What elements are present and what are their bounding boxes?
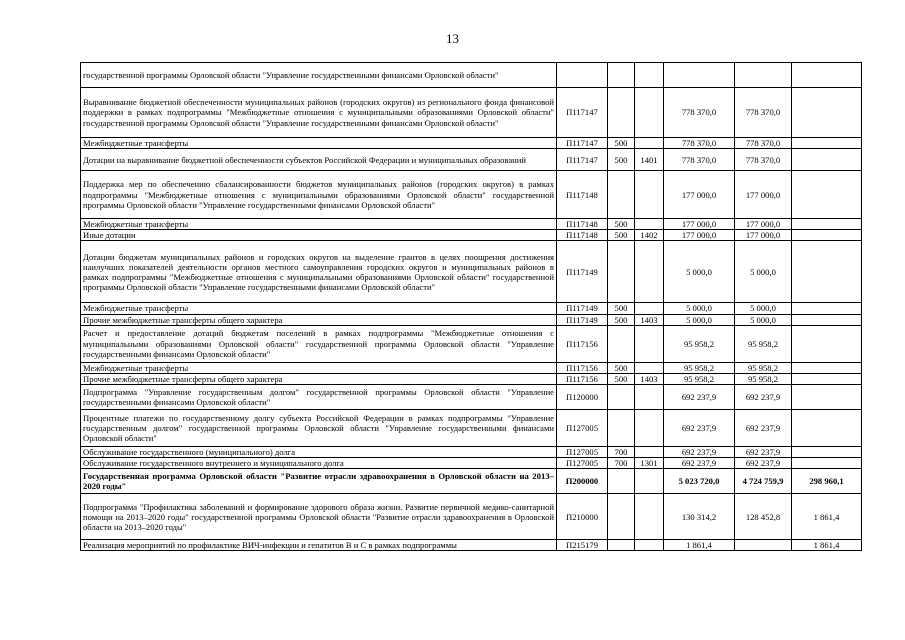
row-group-cell: 500 <box>608 303 635 314</box>
row-value-3-cell <box>792 230 862 241</box>
row-total-cell: 1 861,4 <box>664 540 735 551</box>
row-section-cell <box>635 219 664 230</box>
row-code-cell: П117147 <box>557 149 608 171</box>
row-value-3-cell <box>792 303 862 314</box>
table-row <box>81 63 862 88</box>
row-section-cell <box>635 540 664 551</box>
row-value-3-cell: 1 861,4 <box>792 494 862 540</box>
table-row <box>81 303 862 314</box>
row-value-2-cell: 692 237,9 <box>735 458 792 469</box>
row-total-cell: 95 958,2 <box>664 362 735 373</box>
row-total-cell <box>664 63 735 88</box>
row-group-cell: 500 <box>608 314 635 325</box>
row-code-cell: П117147 <box>557 138 608 149</box>
row-total-cell: 177 000,0 <box>664 230 735 241</box>
row-group-cell: 500 <box>608 373 635 384</box>
row-total-cell: 778 370,0 <box>664 138 735 149</box>
table-row <box>81 149 862 171</box>
row-value-3-cell <box>792 362 862 373</box>
row-section-cell <box>635 409 664 446</box>
row-code-cell: П210000 <box>557 494 608 540</box>
row-value-2-cell: 778 370,0 <box>735 88 792 138</box>
row-value-3-cell <box>792 409 862 446</box>
row-total-cell: 692 237,9 <box>664 446 735 457</box>
row-code-cell: П127005 <box>557 446 608 457</box>
row-value-2-cell <box>735 63 792 88</box>
table-row <box>81 384 862 409</box>
row-name-cell: Реализация мероприятий по профилактике ВИЧ-инфекции и гепатитов В и С в рамках подпрограммы <box>81 540 557 551</box>
row-group-cell <box>608 384 635 409</box>
row-value-3-cell <box>792 149 862 171</box>
table-row <box>81 88 862 138</box>
row-group-cell <box>608 63 635 88</box>
row-total-cell: 692 237,9 <box>664 384 735 409</box>
row-name-cell: Обслуживание государственного внутреннего и муниципального долга <box>81 458 557 469</box>
row-value-2-cell: 95 958,2 <box>735 362 792 373</box>
row-value-3-cell <box>792 446 862 457</box>
row-value-2-cell: 177 000,0 <box>735 219 792 230</box>
budget-table <box>80 62 862 551</box>
table-row <box>81 230 862 241</box>
row-name-cell: Прочие межбюджетные трансферты общего характера <box>81 314 557 325</box>
row-value-3-cell: 298 960,1 <box>792 469 862 494</box>
row-group-cell <box>608 241 635 303</box>
row-code-cell: П127005 <box>557 458 608 469</box>
row-value-2-cell: 778 370,0 <box>735 138 792 149</box>
row-total-cell: 5 000,0 <box>664 241 735 303</box>
row-value-3-cell <box>792 171 862 219</box>
row-section-cell <box>635 303 664 314</box>
row-total-cell: 778 370,0 <box>664 149 735 171</box>
table-body <box>81 63 862 551</box>
row-name-cell: Прочие межбюджетные трансферты общего характера <box>81 373 557 384</box>
row-name-cell: Обслуживание государственного (муниципального) долга <box>81 446 557 457</box>
row-name-cell: Процентные платежи по государственному долгу субъекта Российской Федерации в рамках подпрограммы "Управление государственным долгом" государственной программы Орловской области "Управление государственными финансами Орловской области" <box>81 409 557 446</box>
row-total-cell: 778 370,0 <box>664 88 735 138</box>
row-group-cell: 700 <box>608 446 635 457</box>
row-value-2-cell: 5 000,0 <box>735 241 792 303</box>
row-value-3-cell <box>792 384 862 409</box>
row-value-2-cell: 692 237,9 <box>735 409 792 446</box>
table-row <box>81 241 862 303</box>
row-code-cell: П117149 <box>557 303 608 314</box>
row-section-cell <box>635 138 664 149</box>
row-group-cell <box>608 325 635 362</box>
row-section-cell <box>635 241 664 303</box>
table-row <box>81 494 862 540</box>
row-section-cell: 1402 <box>635 230 664 241</box>
row-value-3-cell <box>792 88 862 138</box>
row-name-cell: Расчет и предоставление дотаций бюджетам поселений в рамках подпрограммы "Межбюджетные отношения с муниципальными образованиями Орловской области" государственной программы Орловской области "Управление государственными финансами Орловской области" <box>81 325 557 362</box>
row-code-cell: П117148 <box>557 171 608 219</box>
page-number: 13 <box>446 31 459 46</box>
row-value-2-cell: 128 452,8 <box>735 494 792 540</box>
row-code-cell: П200000 <box>557 469 608 494</box>
row-code-cell: П117148 <box>557 230 608 241</box>
row-section-cell <box>635 494 664 540</box>
row-section-cell <box>635 362 664 373</box>
row-group-cell <box>608 469 635 494</box>
row-section-cell: 1301 <box>635 458 664 469</box>
row-total-cell: 130 314,2 <box>664 494 735 540</box>
row-total-cell: 5 023 720,0 <box>664 469 735 494</box>
row-name-cell: Межбюджетные трансферты <box>81 362 557 373</box>
table-row <box>81 138 862 149</box>
row-total-cell: 95 958,2 <box>664 325 735 362</box>
table-row <box>81 362 862 373</box>
row-section-cell <box>635 446 664 457</box>
row-section-cell: 1401 <box>635 149 664 171</box>
row-name-cell: Межбюджетные трансферты <box>81 303 557 314</box>
row-name-cell: Поддержка мер по обеспечению сбалансированности бюджетов муниципальных районов (городских округов) в рамках подпрограммы "Межбюджетные отношения с муниципальными образованиями Орловской области" государственной программы Орловской области "Управление государственными финансами Орловской области" <box>81 171 557 219</box>
row-code-cell: П117156 <box>557 362 608 373</box>
row-section-cell <box>635 88 664 138</box>
row-group-cell <box>608 171 635 219</box>
table-row <box>81 373 862 384</box>
row-name-cell: Государственная программа Орловской области "Развитие отрасли здравоохранения в Орловской области на 2013–2020 годы" <box>81 469 557 494</box>
row-code-cell: П117149 <box>557 314 608 325</box>
row-total-cell: 95 958,2 <box>664 373 735 384</box>
row-code-cell: П117149 <box>557 241 608 303</box>
row-value-2-cell: 177 000,0 <box>735 230 792 241</box>
row-section-cell <box>635 384 664 409</box>
row-group-cell <box>608 540 635 551</box>
row-value-3-cell <box>792 458 862 469</box>
row-value-2-cell: 95 958,2 <box>735 373 792 384</box>
row-name-cell: Иные дотации <box>81 230 557 241</box>
row-value-3-cell <box>792 63 862 88</box>
row-name-cell: государственной программы Орловской области "Управление государственными финансами Орловской области" <box>81 63 557 88</box>
row-code-cell: П117156 <box>557 325 608 362</box>
row-group-cell: 500 <box>608 362 635 373</box>
row-name-cell: Межбюджетные трансферты <box>81 138 557 149</box>
row-total-cell: 5 000,0 <box>664 303 735 314</box>
row-value-2-cell: 778 370,0 <box>735 149 792 171</box>
row-group-cell <box>608 494 635 540</box>
table-row <box>81 219 862 230</box>
table-row <box>81 446 862 457</box>
row-group-cell <box>608 88 635 138</box>
row-value-3-cell <box>792 314 862 325</box>
row-group-cell: 700 <box>608 458 635 469</box>
row-section-cell <box>635 63 664 88</box>
row-value-2-cell: 692 237,9 <box>735 446 792 457</box>
table-row <box>81 325 862 362</box>
row-section-cell: 1403 <box>635 314 664 325</box>
row-code-cell: П127005 <box>557 409 608 446</box>
row-code-cell: П117156 <box>557 373 608 384</box>
row-group-cell: 500 <box>608 219 635 230</box>
row-total-cell: 5 000,0 <box>664 314 735 325</box>
row-value-3-cell <box>792 241 862 303</box>
row-total-cell: 692 237,9 <box>664 458 735 469</box>
table-row <box>81 314 862 325</box>
table-row <box>81 469 862 494</box>
row-value-3-cell <box>792 325 862 362</box>
row-code-cell <box>557 63 608 88</box>
row-value-2-cell <box>735 540 792 551</box>
row-value-2-cell: 5 000,0 <box>735 314 792 325</box>
row-name-cell: Подпрограмма "Управление государственным долгом" государственной программы Орловской области "Управление государственными финансами Орловской области" <box>81 384 557 409</box>
row-code-cell: П120000 <box>557 384 608 409</box>
row-value-3-cell <box>792 373 862 384</box>
table-row <box>81 458 862 469</box>
row-section-cell <box>635 171 664 219</box>
row-name-cell: Межбюджетные трансферты <box>81 219 557 230</box>
row-section-cell <box>635 325 664 362</box>
table-row <box>81 171 862 219</box>
row-group-cell: 500 <box>608 230 635 241</box>
row-value-3-cell <box>792 219 862 230</box>
row-name-cell: Дотации на выравнивание бюджетной обеспеченности субъектов Российской Федерации и муниципальных образований <box>81 149 557 171</box>
row-value-2-cell: 5 000,0 <box>735 303 792 314</box>
row-name-cell: Выравнивание бюджетной обеспеченности муниципальных районов (городских округов) из регионального фонда финансовой поддержки в рамках подпрограммы "Межбюджетные отношения с муниципальными образованиями Орловской области" государственной программы Орловской области "Управление государственными финансами Орловской области" <box>81 88 557 138</box>
row-value-3-cell: 1 861,4 <box>792 540 862 551</box>
row-value-2-cell: 4 724 759,9 <box>735 469 792 494</box>
row-code-cell: П215179 <box>557 540 608 551</box>
table-row <box>81 540 862 551</box>
row-code-cell: П117148 <box>557 219 608 230</box>
row-total-cell: 177 000,0 <box>664 171 735 219</box>
table-row <box>81 409 862 446</box>
row-name-cell: Подпрограмма "Профилактика заболеваний и формирование здорового образа жизни. Развитие первичной медико-санитарной помощи на 2013–2020 годы" государственной программы Орловской области "Развитие отрасли здравоохранения в Орловской области на 2013–2020 годы" <box>81 494 557 540</box>
row-name-cell: Дотации бюджетам муниципальных районов и городских округов на выделение грантов в целях поощрения достижения наилучших показателей деятельности органов местного самоуправления городских округов и муниципальных районов в рамках подпрограммы "Межбюджетные отношения с муниципальными образованиями Орловской области" государственной программы Орловской области "Управление государственными финансами Орловской области" <box>81 241 557 303</box>
row-group-cell: 500 <box>608 149 635 171</box>
row-value-2-cell: 95 958,2 <box>735 325 792 362</box>
row-value-3-cell <box>792 138 862 149</box>
row-value-2-cell: 177 000,0 <box>735 171 792 219</box>
row-total-cell: 177 000,0 <box>664 219 735 230</box>
row-section-cell: 1403 <box>635 373 664 384</box>
row-group-cell: 500 <box>608 138 635 149</box>
row-group-cell <box>608 409 635 446</box>
row-code-cell: П117147 <box>557 88 608 138</box>
row-total-cell: 692 237,9 <box>664 409 735 446</box>
row-section-cell <box>635 469 664 494</box>
row-value-2-cell: 692 237,9 <box>735 384 792 409</box>
